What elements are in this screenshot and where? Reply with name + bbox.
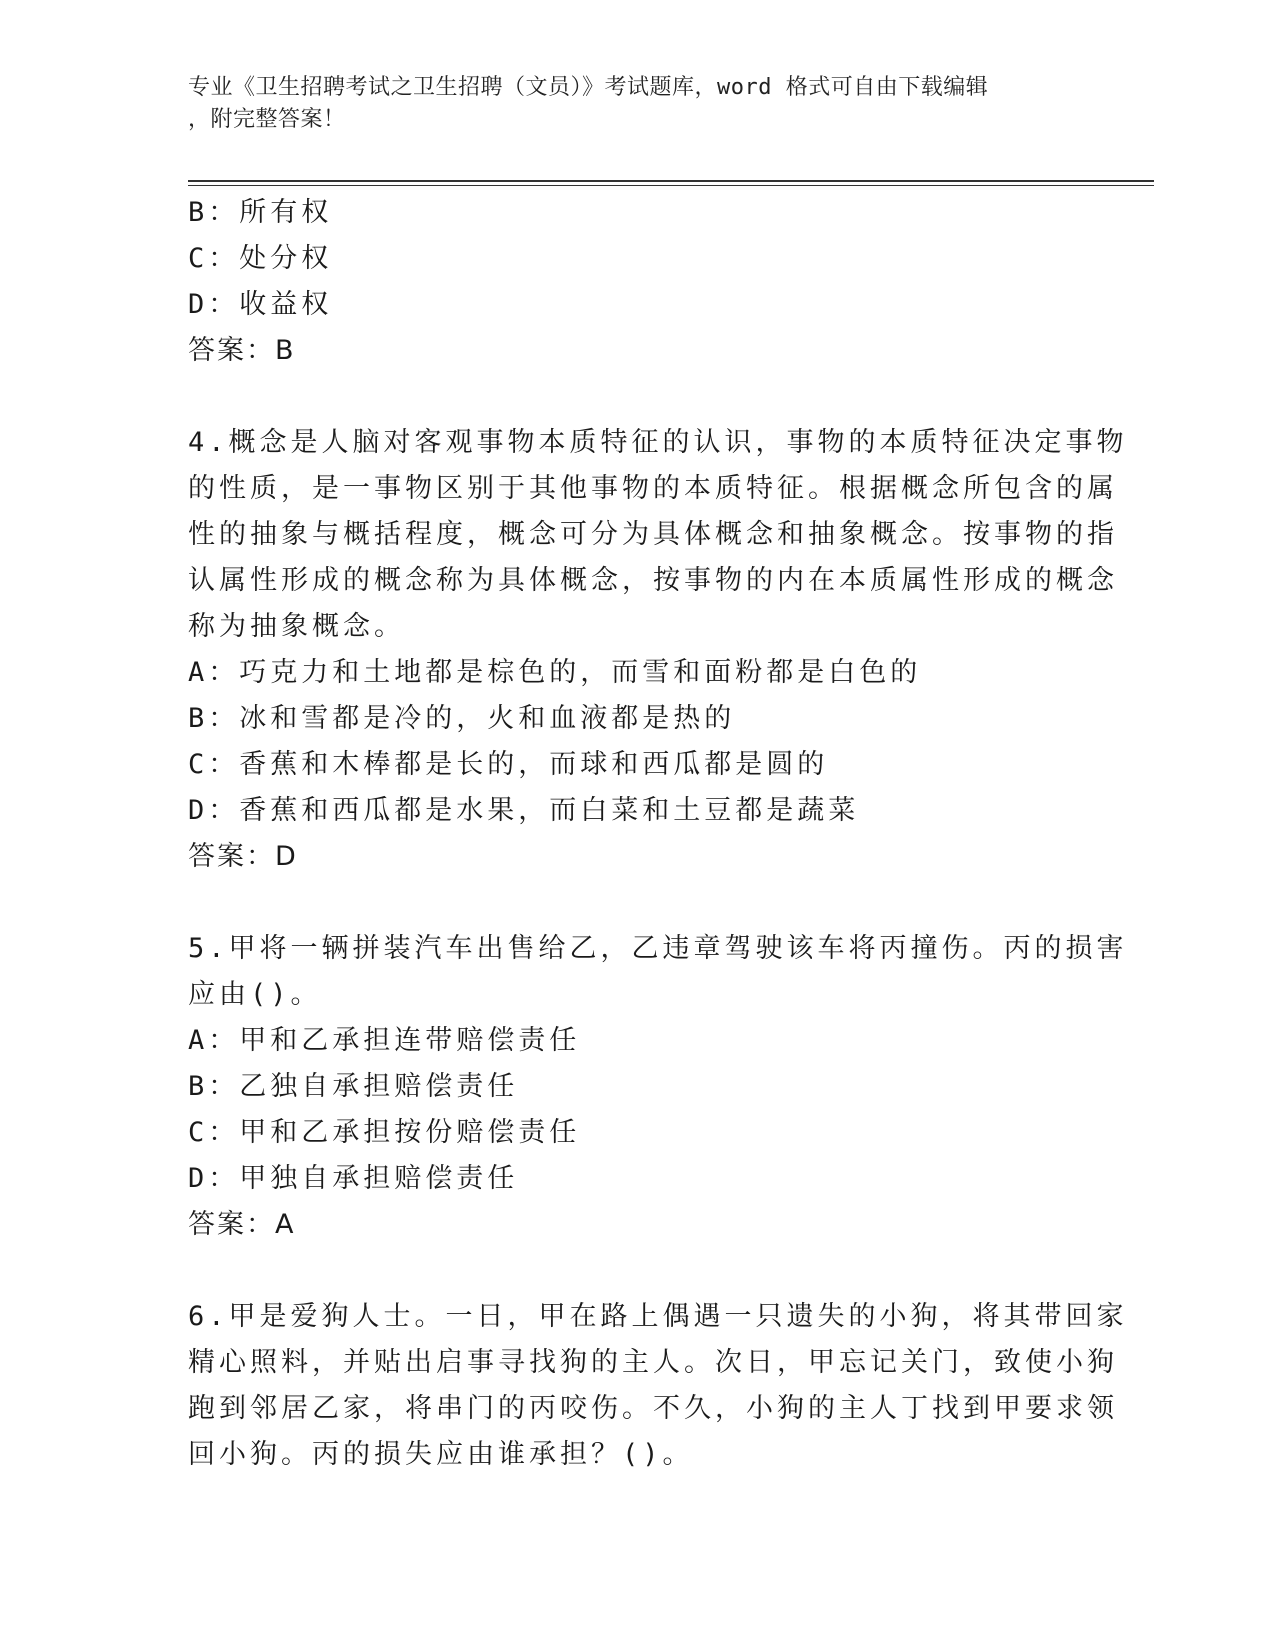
question-stem-line: 称为抽象概念。 [188,611,405,642]
option-b: B：冰和雪都是冷的，火和血液都是热的 [188,703,736,734]
answer: 答案：A [188,1209,296,1240]
answer: 答案：D [188,841,298,872]
question-stem-line: 回小狗。丙的损失应由谁承担？()。 [188,1439,694,1470]
option-b: B：所有权 [188,197,333,228]
question-5 [188,926,1128,1248]
answer: 答案：B [188,335,296,366]
header-rule-thick [188,180,1154,182]
question-stem-line: 性的抽象与概括程度，概念可分为具体概念和抽象概念。按事物的指 [188,519,1118,550]
option-d: D：香蕉和西瓜都是水果，而白菜和土豆都是蔬菜 [188,795,860,826]
document-header [188,72,1078,136]
option-c: C：甲和乙承担按份赔偿责任 [188,1117,581,1148]
option-b: B：乙独自承担赔偿责任 [188,1071,519,1102]
question-6 [188,1294,1128,1478]
document-body [188,190,1128,1478]
question-stem-line: 应由()。 [188,979,322,1010]
spacer [188,880,1068,926]
header-rule-thin [188,185,1154,186]
question-stem-line: 的性质，是一事物区别于其他事物的本质特征。根据概念所包含的属 [188,473,1118,504]
question-stem-line: 6.甲是爱狗人士。一日，甲在路上偶遇一只遗失的小狗，将其带回家 [188,1301,1128,1332]
option-d: D：收益权 [188,289,333,320]
option-a: A：甲和乙承担连带赔偿责任 [188,1025,581,1056]
question-stem-line: 精心照料，并贴出启事寻找狗的主人。次日，甲忘记关门，致使小狗 [188,1347,1118,1378]
question-3 [188,190,1068,374]
option-a: A：巧克力和土地都是棕色的，而雪和面粉都是白色的 [188,657,922,688]
question-stem-line: 认属性形成的概念称为具体概念，按事物的内在本质属性形成的概念 [188,565,1118,596]
spacer [188,1248,1068,1294]
question-stem-line: 4.概念是人脑对客观事物本质特征的认识，事物的本质特征决定事物 [188,427,1128,458]
option-c: C：处分权 [188,243,333,274]
option-d: D：甲独自承担赔偿责任 [188,1163,519,1194]
question-stem-line: 5.甲将一辆拼装汽车出售给乙，乙违章驾驶该车将丙撞伤。丙的损害 [188,933,1128,964]
spacer [188,374,1068,420]
question-stem-line: 跑到邻居乙家，将串门的丙咬伤。不久，小狗的主人丁找到甲要求领 [188,1393,1118,1424]
header-line-2: ，附完整答案！ [188,107,346,132]
option-c: C：香蕉和木棒都是长的，而球和西瓜都是圆的 [188,749,829,780]
question-4 [188,420,1128,880]
header-line-1: 专业《卫生招聘考试之卫生招聘（文员）》考试题库，word 格式可自由下载编辑 [188,75,989,100]
